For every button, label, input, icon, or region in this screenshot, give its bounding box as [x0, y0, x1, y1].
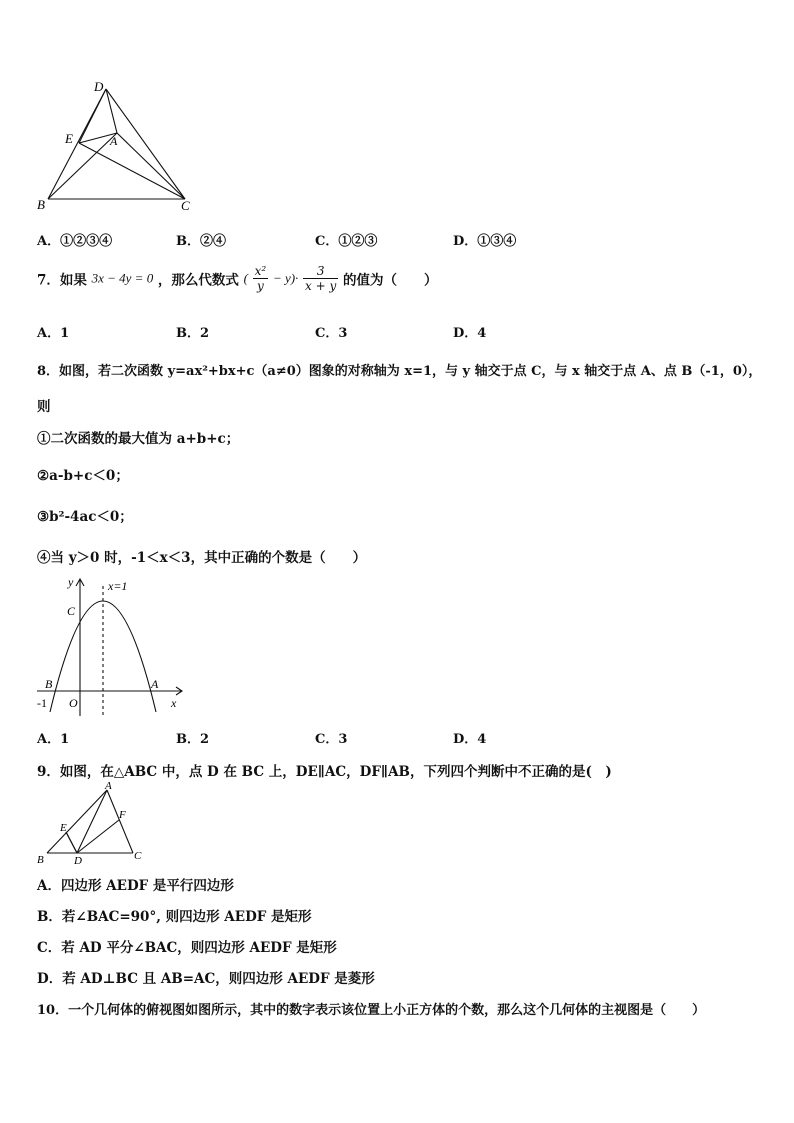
q9-option-c[interactable]: C．若 AD 平分∠BAC，则四边形 AEDF 是矩形: [37, 940, 337, 956]
q8-option-a[interactable]: A．1: [37, 732, 70, 747]
q8-statement-2: ②a-b+c＜0；: [37, 468, 129, 484]
q9-option-d[interactable]: D．若 AD⊥BC 且 AB=AC，则四边形 AEDF 是菱形: [37, 971, 375, 987]
q9-label-C: C: [134, 850, 142, 862]
q7-prefix: 7．如果: [37, 272, 87, 289]
graph-label-axis: x=1: [108, 579, 128, 593]
q8-statement-1: ①二次函数的最大值为 a+b+c；: [37, 431, 240, 447]
graph-label-O: O: [69, 696, 78, 710]
q8-option-d[interactable]: D．4: [453, 732, 487, 747]
q7-option-a[interactable]: A．1: [37, 326, 70, 341]
q8-statement-4: ④当 y＞0 时，-1＜x＜3，其中正确的个数是（ ）: [37, 550, 367, 566]
q9-option-a[interactable]: A．四边形 AEDF 是平行四边形: [37, 878, 234, 894]
q7-frac1-num: x²: [254, 264, 267, 278]
q9-option-b[interactable]: B．若∠BAC=90°, 则四边形 AEDF 是矩形: [37, 909, 312, 925]
q8-stem-line2: 则: [37, 399, 51, 415]
q7-expr-open: (: [243, 270, 248, 286]
q7-fraction-1: [253, 264, 269, 293]
figure-parabola: [33, 572, 188, 718]
q9-label-B: B: [37, 854, 44, 866]
label-B: B: [37, 197, 45, 212]
q7-option-d[interactable]: D．4: [453, 326, 487, 341]
q7-middle: ，那么代数式: [157, 272, 239, 289]
q9-label-E: E: [60, 822, 67, 834]
figure-triangle-dbc: [30, 75, 210, 215]
q6-option-d[interactable]: D．①③④: [453, 234, 517, 249]
q7-frac2-den: x + y: [305, 279, 337, 293]
q10-stem: 10．一个几何体的俯视图如图所示，其中的数字表示该位置上小正方体的个数，那么这个几何体的主视图是（ ）: [37, 1003, 706, 1018]
q8-stem-line1: 8．如图，若二次函数 y=ax²+bx+c（a≠0）图象的对称轴为 x=1，与 y 轴交于点 C，与 x 轴交于点 A、点 B（-1，0），: [37, 364, 762, 379]
q7-frac1-den: y: [257, 279, 264, 293]
graph-label-A: A: [151, 677, 159, 691]
q7-stem: [37, 264, 437, 293]
label-D: D: [94, 79, 104, 94]
q8-option-c[interactable]: C．3: [315, 732, 348, 747]
figure-triangle-abc: [33, 780, 153, 866]
q9-label-D: D: [74, 855, 82, 866]
q7-suffix: 的值为（ ）: [342, 272, 438, 289]
graph-label-B: B: [45, 677, 53, 691]
q7-frac2-num: 3: [303, 264, 338, 279]
q7-option-b[interactable]: B．2: [176, 326, 210, 341]
q7-equation: 3x − 4y = 0: [91, 270, 154, 286]
graph-label-minus1: -1: [37, 696, 47, 710]
q7-expr-minus: − y)·: [272, 270, 299, 286]
q9-label-A: A: [105, 780, 112, 792]
q8-option-b[interactable]: B．2: [176, 732, 210, 747]
q6-option-b[interactable]: B．②④: [176, 234, 226, 249]
label-E: E: [65, 131, 73, 146]
q7-fraction-2: [303, 264, 338, 293]
label-C: C: [181, 198, 190, 213]
q9-stem: 9．如图，在△ABC 中，点 D 在 BC 上，DE∥AC，DF∥AB，下列四个判断中不正确的是( ): [37, 764, 612, 780]
q7-option-c[interactable]: C．3: [315, 326, 348, 341]
graph-label-y: y: [68, 575, 74, 589]
q6-option-a[interactable]: A．①②③④: [37, 234, 113, 249]
graph-label-x: x: [171, 696, 177, 710]
graph-label-C: C: [67, 604, 76, 618]
label-A: A: [110, 134, 118, 148]
q9-label-F: F: [119, 809, 126, 821]
q6-option-c[interactable]: C．①②③: [315, 234, 378, 249]
q8-statement-3: ③b²-4ac＜0；: [37, 509, 133, 525]
